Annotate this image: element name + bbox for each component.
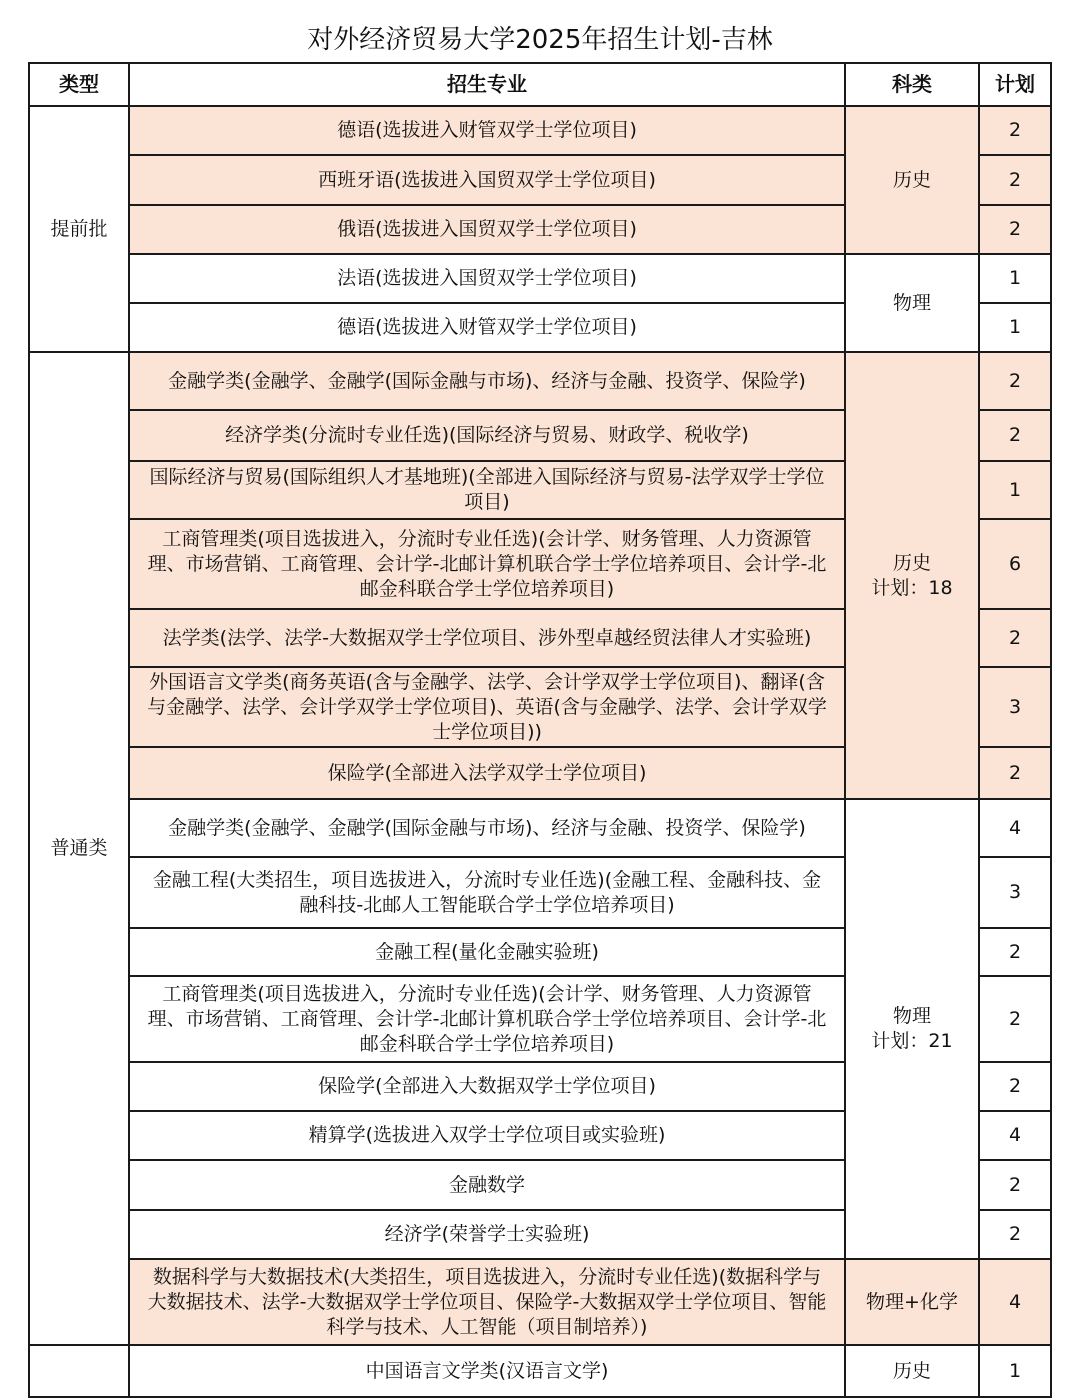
plan-cell: 2 (979, 1210, 1051, 1259)
table-row (29, 1345, 1051, 1397)
major-cell: 工商管理类(项目选拔进入，分流时专业任选)(会计学、财务管理、人力资源管理、市场营销、工商管理、会计学-北邮计算机联合学士学位培养项目、会计学-北邮金科联合学士学位培养项目) (129, 976, 845, 1062)
plan-cell: 1 (979, 461, 1051, 519)
subject-label: 历史 (892, 551, 931, 574)
table-row (29, 1259, 1051, 1345)
major-cell: 外国语言文学类(商务英语(含与金融学、法学、会计学双学士学位项目)、翻译(含与金融学、法学、会计学双学士学位项目)、英语(含与金融学、法学、会计学双学士学位项目)) (129, 667, 845, 747)
page-title: 对外经济贸易大学2025年招生计划-吉林 (307, 25, 773, 55)
plan-cell: 2 (979, 976, 1051, 1062)
plan-cell: 3 (979, 667, 1051, 747)
plan-cell: 4 (979, 1259, 1051, 1345)
major-cell: 金融工程(量化金融实验班) (129, 928, 845, 976)
group-early: 提前批 (29, 106, 129, 352)
plan-cell: 2 (979, 1062, 1051, 1111)
header-plan: 计划 (979, 63, 1051, 106)
major-cell: 金融数学 (129, 1160, 845, 1210)
plan-cell: 2 (979, 609, 1051, 667)
major-cell: 经济学(荣誉学士实验班) (129, 1210, 845, 1259)
table-row (29, 106, 1051, 155)
plan-cell: 1 (979, 254, 1051, 303)
major-cell: 德语(选拔进入财管双学士学位项目) (129, 303, 845, 352)
group-regular: 普通类 (29, 352, 129, 1345)
major-cell: 精算学(选拔进入双学士学位项目或实验班) (129, 1111, 845, 1160)
major-cell: 金融工程(大类招生，项目选拔进入，分流时专业任选)(金融工程、金融科技、金融科技-北邮人工智能联合学士学位培养项目) (129, 857, 845, 928)
header-major: 招生专业 (129, 63, 845, 106)
plan-cell: 2 (979, 410, 1051, 461)
major-cell: 中国语言文学类(汉语言文学) (129, 1345, 845, 1397)
major-cell: 德语(选拔进入财管双学士学位项目) (129, 106, 845, 155)
plan-cell: 2 (979, 106, 1051, 155)
major-cell: 保险学(全部进入大数据双学士学位项目) (129, 1062, 845, 1111)
subject-cell: 历史 (845, 106, 979, 254)
subject-plan-total: 计划：21 (871, 1030, 953, 1052)
major-cell: 俄语(选拔进入国贸双学士学位项目) (129, 205, 845, 254)
plan-cell: 4 (979, 799, 1051, 857)
header-subject: 科类 (845, 63, 979, 106)
plan-cell: 3 (979, 857, 1051, 928)
group-empty (29, 1345, 129, 1397)
subject-cell: 物理 (845, 254, 979, 352)
major-cell: 数据科学与大数据技术(大类招生，项目选拔进入，分流时专业任选)(数据科学与大数据技术、法学-大数据双学士学位项目、保险学-大数据双学士学位项目、智能科学与技术、人工智能（项目制培养）) (129, 1259, 845, 1345)
subject-label: 物理 (892, 1005, 931, 1027)
subject-cell (845, 352, 979, 799)
major-cell: 法学类(法学、法学-大数据双学士学位项目、涉外型卓越经贸法律人才实验班) (129, 609, 845, 667)
subject-cell: 物理+化学 (845, 1259, 979, 1345)
plan-cell: 4 (979, 1111, 1051, 1160)
major-cell: 国际经济与贸易(国际组织人才基地班)(全部进入国际经济与贸易-法学双学士学位项目) (129, 461, 845, 519)
table-row (29, 799, 1051, 857)
table-row (29, 352, 1051, 410)
subject-cell: 历史 (845, 1345, 979, 1397)
plan-cell: 1 (979, 1345, 1051, 1397)
plan-cell: 2 (979, 205, 1051, 254)
plan-cell: 6 (979, 519, 1051, 609)
enrollment-plan-table (28, 62, 1052, 1398)
table-row (29, 254, 1051, 303)
header-type: 类型 (29, 63, 129, 106)
major-cell: 保险学(全部进入法学双学士学位项目) (129, 747, 845, 799)
plan-cell: 2 (979, 928, 1051, 976)
major-cell: 工商管理类(项目选拔进入，分流时专业任选)(会计学、财务管理、人力资源管理、市场营销、工商管理、会计学-北邮计算机联合学士学位培养项目、会计学-北邮金科联合学士学位培养项目) (129, 519, 845, 609)
major-cell: 金融学类(金融学、金融学(国际金融与市场)、经济与金融、投资学、保险学) (129, 352, 845, 410)
subject-cell (845, 799, 979, 1259)
plan-cell: 1 (979, 303, 1051, 352)
major-cell: 经济学类(分流时专业任选)(国际经济与贸易、财政学、税收学) (129, 410, 845, 461)
major-cell: 法语(选拔进入国贸双学士学位项目) (129, 254, 845, 303)
plan-cell: 2 (979, 747, 1051, 799)
plan-cell: 2 (979, 155, 1051, 205)
plan-cell: 2 (979, 1160, 1051, 1210)
header-row (29, 63, 1051, 106)
major-cell: 西班牙语(选拔进入国贸双学士学位项目) (129, 155, 845, 205)
major-cell: 金融学类(金融学、金融学(国际金融与市场)、经济与金融、投资学、保险学) (129, 799, 845, 857)
subject-plan-total: 计划：18 (871, 576, 953, 599)
plan-cell: 2 (979, 352, 1051, 410)
